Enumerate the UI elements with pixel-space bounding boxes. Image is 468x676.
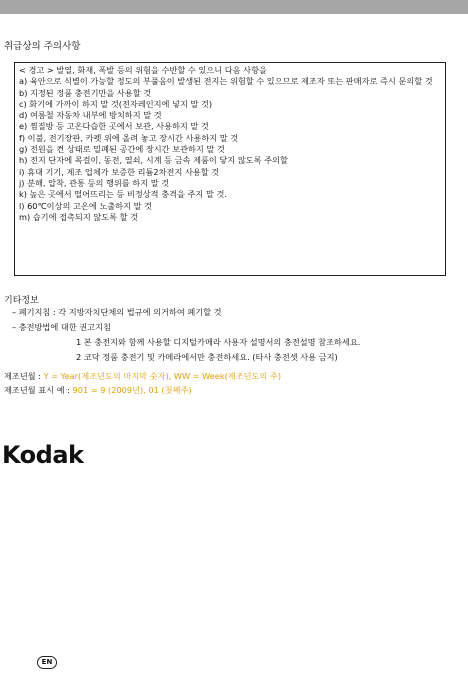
warning-item-f: f) 이불, 전기장판, 카펫 위에 올려 놓고 장시간 사용하지 말 것 bbox=[19, 132, 239, 143]
warning-item-i: i) 휴대 기기, 제조 업체가 보증한 리튬2차전지 사용할 것 bbox=[19, 166, 220, 177]
warning-item-j: j) 분해, 압착, 관통 등의 행위를 하지 말 것 bbox=[19, 177, 170, 188]
disposal-guideline: – 폐기지침 : 각 지방자치단체의 법규에 의거하여 폐기할 것 bbox=[12, 307, 222, 317]
warning-item-e: e) 찜질방 등 고온다습한 곳에서 보관, 사용하지 말 것 bbox=[19, 121, 209, 132]
warning-heading: < 경고 > 발열, 화재, 폭발 등의 위험을 수반할 수 있으니 다음 사항을 bbox=[19, 65, 267, 75]
section-title: 취급상의 주의사항 bbox=[4, 41, 81, 52]
manufacture-example-value: 901 = 9 (2009년), 01 (첫째주) bbox=[72, 385, 192, 395]
top-header-bar bbox=[0, 0, 468, 14]
manufacture-date-label: 제조년월 : bbox=[4, 371, 41, 381]
charging-guideline: – 충전방법에 대한 권고지침 bbox=[12, 322, 111, 332]
warning-box bbox=[14, 62, 446, 276]
warning-item-b: b) 지정된 정품 충전기만을 사용할 것 bbox=[19, 87, 152, 98]
manufacture-date-row bbox=[4, 371, 281, 382]
warning-item-l: l) 60℃이상의 고온에 노출하지 말 것 bbox=[19, 200, 153, 211]
warning-item-g: g) 전원을 켠 상태로 밀폐된 공간에 장시간 보관하지 말 것 bbox=[19, 144, 225, 155]
warning-item-k: k) 높은 곳에서 떨어뜨리는 등 비정상적 충격을 주지 말 것. bbox=[19, 189, 227, 200]
manufacture-date-value: Y = Year(제조년도의 마지막 숫자), WW = Week(제조년도의 주) bbox=[43, 371, 282, 381]
warning-item-m: m) 습기에 접촉되지 않도록 할 것 bbox=[19, 211, 139, 222]
manufacture-example-label: 제조년월 표시 예 : bbox=[4, 385, 70, 395]
warning-item-a: a) 육안으로 식별이 가능할 정도의 부풀음이 발생된 전지는 위험할 수 있으므로 제조자 또는 판매자로 즉시 문의할 것 bbox=[19, 76, 433, 87]
warning-item-h: h) 전지 단자에 목걸이, 동전, 열쇠, 시계 등 금속 제품이 닿지 않도록 주의할 bbox=[19, 155, 288, 166]
kodak-logo: Kodak bbox=[2, 441, 84, 469]
manufacture-example-row bbox=[4, 385, 192, 396]
warning-item-d: d) 여름철 자동차 내부에 방치하지 말 것 bbox=[19, 110, 162, 121]
warning-item-c: c) 화기에 가까이 하지 말 것(전자레인지에 넣지 말 것) bbox=[19, 98, 213, 109]
charging-guideline-2: 2 코닥 정품 충전기 및 카메라에서만 충전하세요. (타사 충전셋 사용 금지) bbox=[76, 352, 338, 362]
language-badge: EN bbox=[37, 656, 57, 669]
other-info-title: 기타정보 bbox=[4, 296, 39, 306]
charging-guideline-1: 1 본 충전지와 함께 사용할 디지털카메라 사용자 설명서의 충전설명 참조하세요. bbox=[76, 337, 361, 347]
